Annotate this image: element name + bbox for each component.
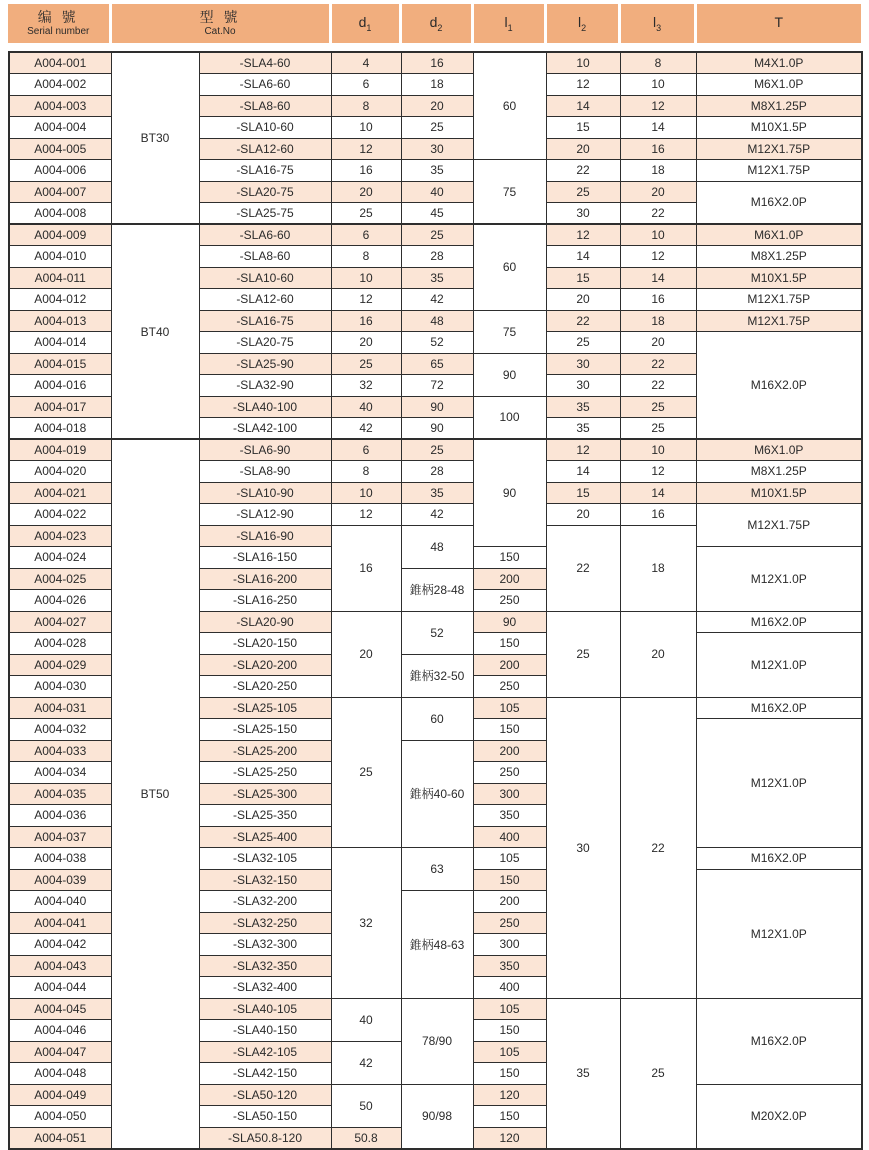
- cell-d2: 52: [401, 332, 473, 354]
- cell-l1: 150: [473, 869, 546, 891]
- cell-l3: 14: [620, 117, 696, 139]
- serial-header-zh: 编 號: [37, 9, 79, 25]
- cell-serial: A004-019: [9, 439, 111, 461]
- cell-l1: 60: [473, 52, 546, 160]
- cell-model: -SLA32-350: [199, 955, 331, 977]
- cell-serial: A004-042: [9, 934, 111, 956]
- cell-l1: 150: [473, 1106, 546, 1128]
- cell-d1: 16: [331, 310, 401, 332]
- cell-serial: A004-028: [9, 633, 111, 655]
- cell-model: -SLA8-90: [199, 461, 331, 483]
- cell-l2: 20: [546, 289, 620, 311]
- cell-t: M10X1.5P: [696, 117, 862, 139]
- cell-l1: 75: [473, 310, 546, 353]
- cell-serial: A004-006: [9, 160, 111, 182]
- cell-l1: 100: [473, 396, 546, 439]
- cell-model: -SLA42-150: [199, 1063, 331, 1085]
- cell-l2: 30: [546, 203, 620, 225]
- cell-d2: 30: [401, 138, 473, 160]
- table-row: [9, 439, 862, 461]
- cell-l2: 15: [546, 267, 620, 289]
- cell-d2: 48: [401, 525, 473, 568]
- col-header-d1: $d_1$: [330, 4, 400, 43]
- cell-l3: 12: [620, 95, 696, 117]
- cell-serial: A004-016: [9, 375, 111, 397]
- cell-l1: 200: [473, 891, 546, 913]
- cell-model: -SLA20-150: [199, 633, 331, 655]
- cell-l1: 75: [473, 160, 546, 225]
- cell-l2: 14: [546, 95, 620, 117]
- cell-serial: A004-012: [9, 289, 111, 311]
- cell-l2: 20: [546, 138, 620, 160]
- cell-model: -SLA10-60: [199, 267, 331, 289]
- cell-serial: A004-032: [9, 719, 111, 741]
- cell-l2: 15: [546, 117, 620, 139]
- cell-d2: 20: [401, 95, 473, 117]
- table-row: [9, 224, 862, 246]
- cell-d1: 12: [331, 289, 401, 311]
- spec-table: [8, 51, 863, 1150]
- cell-l3: 25: [620, 396, 696, 418]
- cell-serial: A004-044: [9, 977, 111, 999]
- cell-l1: 150: [473, 547, 546, 569]
- cell-l2: 35: [546, 396, 620, 418]
- cell-d2: 65: [401, 353, 473, 375]
- cell-t: M16X2.0P: [696, 848, 862, 870]
- cell-d2: 25: [401, 117, 473, 139]
- cell-model: -SLA25-150: [199, 719, 331, 741]
- cell-d2: 35: [401, 482, 473, 504]
- cell-l1: 105: [473, 998, 546, 1020]
- cell-model: -SLA25-200: [199, 740, 331, 762]
- cell-d1: 20: [331, 611, 401, 697]
- cell-d1: 25: [331, 203, 401, 225]
- cell-d1: 12: [331, 138, 401, 160]
- cell-l2: 14: [546, 461, 620, 483]
- cell-d1: 42: [331, 1041, 401, 1084]
- cell-d2: 48: [401, 310, 473, 332]
- cell-model: -SLA16-90: [199, 525, 331, 547]
- cell-serial: A004-022: [9, 504, 111, 526]
- col-header-t: T: [695, 4, 861, 43]
- cell-d1: 6: [331, 74, 401, 96]
- cell-l3: 20: [620, 611, 696, 697]
- cell-serial: A004-034: [9, 762, 111, 784]
- cell-model: -SLA50.8-120: [199, 1127, 331, 1149]
- cell-model: -SLA32-105: [199, 848, 331, 870]
- cell-t: M8X1.25P: [696, 461, 862, 483]
- cell-t: M16X2.0P: [696, 697, 862, 719]
- cell-l2: 20: [546, 504, 620, 526]
- cell-d1: 8: [331, 461, 401, 483]
- cell-d2: 錐柄48-63: [401, 891, 473, 999]
- cell-serial: A004-024: [9, 547, 111, 569]
- cell-taper: BT40: [111, 224, 199, 439]
- cell-l2: 12: [546, 439, 620, 461]
- cell-serial: A004-023: [9, 525, 111, 547]
- cell-serial: A004-048: [9, 1063, 111, 1085]
- cell-l1: 250: [473, 676, 546, 698]
- cell-model: -SLA40-105: [199, 998, 331, 1020]
- cell-model: -SLA4-60: [199, 52, 331, 74]
- cell-l1: 350: [473, 955, 546, 977]
- cell-l1: 250: [473, 590, 546, 612]
- cell-model: -SLA8-60: [199, 95, 331, 117]
- cell-serial: A004-010: [9, 246, 111, 268]
- cell-l2: 30: [546, 353, 620, 375]
- cell-d1: 25: [331, 697, 401, 848]
- cell-l2: 35: [546, 998, 620, 1149]
- cell-serial: A004-046: [9, 1020, 111, 1042]
- cell-l1: 120: [473, 1127, 546, 1149]
- cell-t: M12X1.75P: [696, 138, 862, 160]
- cell-l1: 105: [473, 848, 546, 870]
- cell-serial: A004-038: [9, 848, 111, 870]
- cell-model: -SLA25-105: [199, 697, 331, 719]
- cell-serial: A004-020: [9, 461, 111, 483]
- cell-serial: A004-033: [9, 740, 111, 762]
- serial-header-en: Serial number: [27, 26, 90, 37]
- cell-model: -SLA12-60: [199, 138, 331, 160]
- col-header-serial: [8, 4, 110, 43]
- cell-t: M6X1.0P: [696, 439, 862, 461]
- cell-serial: A004-045: [9, 998, 111, 1020]
- cell-model: -SLA6-60: [199, 224, 331, 246]
- cell-model: -SLA25-75: [199, 203, 331, 225]
- cell-l3: 18: [620, 525, 696, 611]
- cell-l3: 10: [620, 74, 696, 96]
- cell-l2: 12: [546, 74, 620, 96]
- cell-d1: 32: [331, 848, 401, 999]
- cell-serial: A004-008: [9, 203, 111, 225]
- cell-serial: A004-026: [9, 590, 111, 612]
- cell-d2: 16: [401, 52, 473, 74]
- cell-l2: 22: [546, 310, 620, 332]
- cell-d2: 錐柄32-50: [401, 654, 473, 697]
- cell-d2: 63: [401, 848, 473, 891]
- cell-serial: A004-030: [9, 676, 111, 698]
- cell-d1: 6: [331, 224, 401, 246]
- col-header-l1: $l_1$: [472, 4, 545, 43]
- cell-t: M6X1.0P: [696, 224, 862, 246]
- cell-l1: 105: [473, 1041, 546, 1063]
- cell-model: -SLA20-75: [199, 181, 331, 203]
- cell-l1: 250: [473, 912, 546, 934]
- cell-serial: A004-009: [9, 224, 111, 246]
- cell-model: -SLA20-90: [199, 611, 331, 633]
- cell-serial: A004-027: [9, 611, 111, 633]
- cell-model: -SLA25-90: [199, 353, 331, 375]
- cell-serial: A004-001: [9, 52, 111, 74]
- cell-d2: 45: [401, 203, 473, 225]
- cell-d1: 10: [331, 267, 401, 289]
- cell-model: -SLA25-350: [199, 805, 331, 827]
- col-header-l2: $l_2$: [545, 4, 619, 43]
- cell-serial: A004-018: [9, 418, 111, 440]
- cell-t: M12X1.0P: [696, 547, 862, 612]
- cell-model: -SLA8-60: [199, 246, 331, 268]
- cell-d1: 8: [331, 246, 401, 268]
- cell-l1: 400: [473, 826, 546, 848]
- cell-serial: A004-029: [9, 654, 111, 676]
- cell-t: M20X2.0P: [696, 1084, 862, 1149]
- cell-l3: 12: [620, 246, 696, 268]
- cell-l3: 22: [620, 697, 696, 998]
- cell-serial: A004-050: [9, 1106, 111, 1128]
- cell-model: -SLA32-400: [199, 977, 331, 999]
- cell-t: M12X1.0P: [696, 719, 862, 848]
- model-header-zh: 型 號: [199, 9, 241, 25]
- cell-l2: 25: [546, 332, 620, 354]
- cell-model: -SLA32-90: [199, 375, 331, 397]
- cell-serial: A004-005: [9, 138, 111, 160]
- col-header-d2: $d_2$: [400, 4, 472, 43]
- cell-model: -SLA6-90: [199, 439, 331, 461]
- cell-t: M12X1.0P: [696, 869, 862, 998]
- cell-t: M6X1.0P: [696, 74, 862, 96]
- cell-d2: 18: [401, 74, 473, 96]
- cell-model: -SLA16-150: [199, 547, 331, 569]
- cell-l1: 200: [473, 654, 546, 676]
- cell-d2: 25: [401, 224, 473, 246]
- cell-t: M10X1.5P: [696, 267, 862, 289]
- cell-l1: 150: [473, 719, 546, 741]
- cell-serial: A004-002: [9, 74, 111, 96]
- cell-l2: 22: [546, 160, 620, 182]
- cell-model: -SLA10-60: [199, 117, 331, 139]
- cell-l2: 10: [546, 52, 620, 74]
- cell-l1: 150: [473, 1020, 546, 1042]
- cell-t: M12X1.75P: [696, 289, 862, 311]
- cell-model: -SLA16-75: [199, 160, 331, 182]
- cell-serial: A004-031: [9, 697, 111, 719]
- cell-d1: 20: [331, 181, 401, 203]
- cell-l3: 22: [620, 203, 696, 225]
- cell-serial: A004-014: [9, 332, 111, 354]
- cell-t: M12X1.0P: [696, 633, 862, 698]
- cell-l3: 18: [620, 160, 696, 182]
- cell-d1: 40: [331, 998, 401, 1041]
- cell-l1: 200: [473, 568, 546, 590]
- cell-d1: 20: [331, 332, 401, 354]
- cell-d2: 40: [401, 181, 473, 203]
- cell-t: M16X2.0P: [696, 332, 862, 440]
- cell-serial: A004-051: [9, 1127, 111, 1149]
- cell-l3: 14: [620, 482, 696, 504]
- cell-l2: 25: [546, 611, 620, 697]
- cell-serial: A004-025: [9, 568, 111, 590]
- cell-t: M16X2.0P: [696, 998, 862, 1084]
- cell-l1: 90: [473, 353, 546, 396]
- cell-d1: 50: [331, 1084, 401, 1127]
- cell-d2: 35: [401, 267, 473, 289]
- cell-d2: 72: [401, 375, 473, 397]
- cell-model: -SLA42-105: [199, 1041, 331, 1063]
- cell-taper: BT50: [111, 439, 199, 1149]
- cell-serial: A004-017: [9, 396, 111, 418]
- cell-l3: 22: [620, 375, 696, 397]
- cell-l1: 300: [473, 934, 546, 956]
- catalog-table: [8, 4, 861, 1150]
- cell-d2: 42: [401, 289, 473, 311]
- cell-serial: A004-015: [9, 353, 111, 375]
- cell-d1: 42: [331, 418, 401, 440]
- cell-d2: 78/90: [401, 998, 473, 1084]
- cell-serial: A004-043: [9, 955, 111, 977]
- cell-model: -SLA25-250: [199, 762, 331, 784]
- cell-t: M12X1.75P: [696, 310, 862, 332]
- cell-model: -SLA16-250: [199, 590, 331, 612]
- cell-l3: 25: [620, 418, 696, 440]
- cell-serial: A004-003: [9, 95, 111, 117]
- cell-l1: 300: [473, 783, 546, 805]
- cell-l1: 250: [473, 762, 546, 784]
- cell-serial: A004-013: [9, 310, 111, 332]
- cell-model: -SLA50-150: [199, 1106, 331, 1128]
- cell-t: M8X1.25P: [696, 95, 862, 117]
- table-row: [9, 52, 862, 74]
- cell-serial: A004-004: [9, 117, 111, 139]
- cell-l3: 10: [620, 224, 696, 246]
- cell-d1: 25: [331, 353, 401, 375]
- col-header-model: [110, 4, 330, 43]
- cell-d2: 28: [401, 246, 473, 268]
- cell-serial: A004-007: [9, 181, 111, 203]
- cell-l1: 105: [473, 697, 546, 719]
- cell-l1: 60: [473, 224, 546, 310]
- cell-l2: 25: [546, 181, 620, 203]
- cell-l1: 150: [473, 1063, 546, 1085]
- cell-serial: A004-037: [9, 826, 111, 848]
- table-header: [8, 4, 861, 43]
- cell-d2: 35: [401, 160, 473, 182]
- cell-d2: 42: [401, 504, 473, 526]
- cell-model: -SLA6-60: [199, 74, 331, 96]
- cell-serial: A004-036: [9, 805, 111, 827]
- cell-model: -SLA12-90: [199, 504, 331, 526]
- cell-l1: 200: [473, 740, 546, 762]
- cell-model: -SLA20-200: [199, 654, 331, 676]
- cell-model: -SLA32-250: [199, 912, 331, 934]
- cell-d1: 12: [331, 504, 401, 526]
- cell-l2: 22: [546, 525, 620, 611]
- cell-d2: 90/98: [401, 1084, 473, 1149]
- cell-d1: 8: [331, 95, 401, 117]
- cell-l2: 15: [546, 482, 620, 504]
- cell-t: M16X2.0P: [696, 611, 862, 633]
- cell-l3: 20: [620, 332, 696, 354]
- cell-d2: 90: [401, 418, 473, 440]
- cell-model: -SLA25-400: [199, 826, 331, 848]
- cell-d1: 6: [331, 439, 401, 461]
- cell-d2: 52: [401, 611, 473, 654]
- cell-model: -SLA32-300: [199, 934, 331, 956]
- cell-model: -SLA32-200: [199, 891, 331, 913]
- cell-d1: 16: [331, 160, 401, 182]
- cell-t: M10X1.5P: [696, 482, 862, 504]
- cell-d1: 16: [331, 525, 401, 611]
- cell-serial: A004-011: [9, 267, 111, 289]
- cell-l2: 14: [546, 246, 620, 268]
- cell-l3: 16: [620, 138, 696, 160]
- cell-d2: 90: [401, 396, 473, 418]
- cell-model: -SLA32-150: [199, 869, 331, 891]
- cell-serial: A004-039: [9, 869, 111, 891]
- cell-serial: A004-021: [9, 482, 111, 504]
- cell-d2: 25: [401, 439, 473, 461]
- cell-d1: 32: [331, 375, 401, 397]
- cell-taper: BT30: [111, 52, 199, 224]
- cell-l1: 120: [473, 1084, 546, 1106]
- cell-d2: 錐柄40-60: [401, 740, 473, 848]
- col-header-l3: $l_3$: [619, 4, 695, 43]
- cell-d2: 28: [401, 461, 473, 483]
- cell-d1: 40: [331, 396, 401, 418]
- cell-l1: 90: [473, 611, 546, 633]
- cell-l3: 10: [620, 439, 696, 461]
- cell-l2: 30: [546, 375, 620, 397]
- cell-model: -SLA10-90: [199, 482, 331, 504]
- cell-model: -SLA40-100: [199, 396, 331, 418]
- cell-serial: A004-041: [9, 912, 111, 934]
- cell-model: -SLA50-120: [199, 1084, 331, 1106]
- cell-model: -SLA25-300: [199, 783, 331, 805]
- cell-l3: 22: [620, 353, 696, 375]
- cell-l3: 25: [620, 998, 696, 1149]
- cell-l1: 400: [473, 977, 546, 999]
- cell-l3: 18: [620, 310, 696, 332]
- cell-model: -SLA20-75: [199, 332, 331, 354]
- cell-l2: 30: [546, 697, 620, 998]
- cell-l3: 16: [620, 504, 696, 526]
- cell-model: -SLA40-150: [199, 1020, 331, 1042]
- cell-d1: 10: [331, 117, 401, 139]
- cell-d2: 錐柄28-48: [401, 568, 473, 611]
- cell-t: M4X1.0P: [696, 52, 862, 74]
- cell-serial: A004-040: [9, 891, 111, 913]
- cell-d1: 10: [331, 482, 401, 504]
- model-header-en: Cat.No: [204, 26, 236, 37]
- cell-l3: 12: [620, 461, 696, 483]
- cell-model: -SLA16-200: [199, 568, 331, 590]
- cell-d1: 4: [331, 52, 401, 74]
- cell-l3: 14: [620, 267, 696, 289]
- cell-l1: 90: [473, 439, 546, 547]
- cell-model: -SLA12-60: [199, 289, 331, 311]
- cell-l1: 350: [473, 805, 546, 827]
- cell-l1: 150: [473, 633, 546, 655]
- cell-model: -SLA42-100: [199, 418, 331, 440]
- cell-serial: A004-035: [9, 783, 111, 805]
- cell-t: M12X1.75P: [696, 160, 862, 182]
- cell-l3: 8: [620, 52, 696, 74]
- cell-d2: 60: [401, 697, 473, 740]
- cell-t: M16X2.0P: [696, 181, 862, 224]
- cell-t: M8X1.25P: [696, 246, 862, 268]
- cell-serial: A004-047: [9, 1041, 111, 1063]
- cell-model: -SLA20-250: [199, 676, 331, 698]
- cell-d1: 50.8: [331, 1127, 401, 1149]
- cell-serial: A004-049: [9, 1084, 111, 1106]
- cell-l3: 20: [620, 181, 696, 203]
- cell-l2: 12: [546, 224, 620, 246]
- cell-l2: 35: [546, 418, 620, 440]
- cell-model: -SLA16-75: [199, 310, 331, 332]
- cell-t: M12X1.75P: [696, 504, 862, 547]
- cell-l3: 16: [620, 289, 696, 311]
